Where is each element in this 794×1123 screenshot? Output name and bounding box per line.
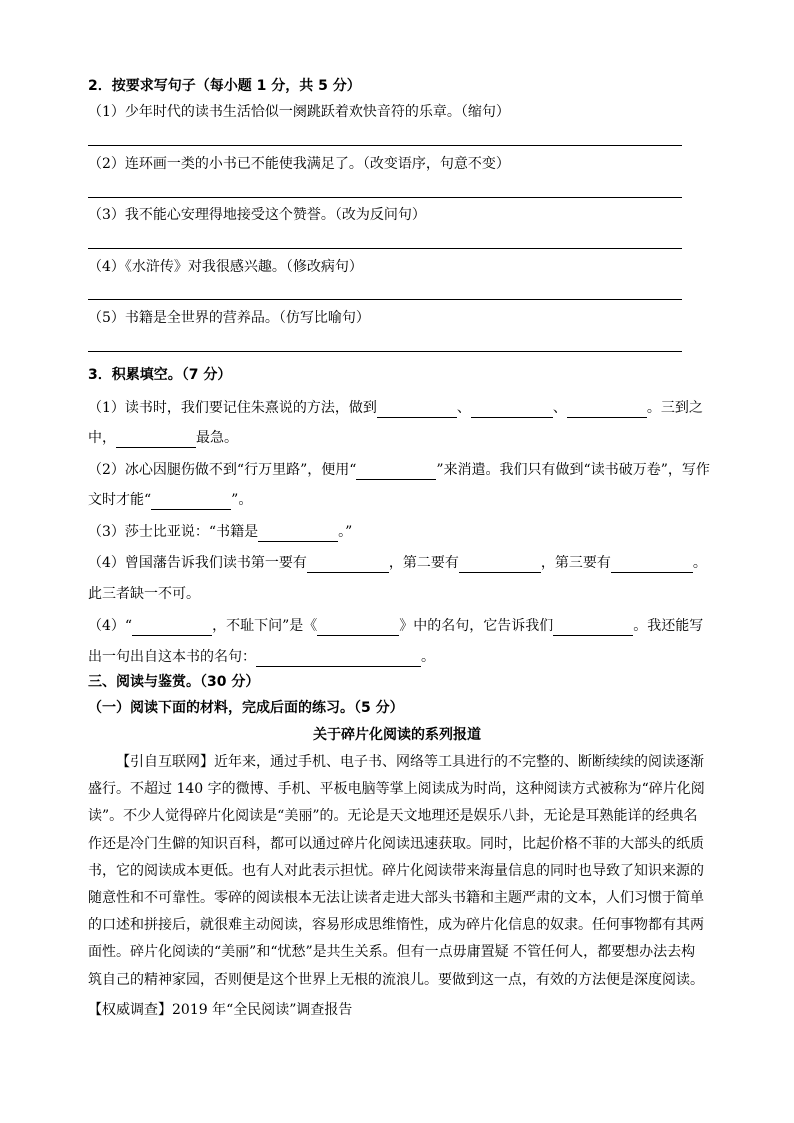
fill-q5-text-a: （4）“: [88, 618, 133, 634]
fill-q2-line2: [88, 490, 252, 510]
reading-sub-title: （一）阅读下面的材料，完成后面的练习。（5 分）: [88, 700, 404, 716]
answer-line-5[interactable]: [88, 351, 682, 352]
fill-q5-line1: [88, 616, 703, 636]
fill-q2-text-d: ”。: [231, 492, 253, 508]
fill-blank[interactable]: [553, 619, 633, 636]
section2-item-5: （5）书籍是全世界的营养品。（仿写比喻句）: [88, 310, 370, 326]
survey-line: 【权威调查】2019 年“全民阅读”调查报告: [88, 1002, 353, 1018]
fill-q4-text-a: （4）曾国藩告诉我们读书第一要有: [88, 555, 307, 571]
fill-blank[interactable]: [116, 431, 196, 448]
fill-q4-text-c: ，第三要有: [540, 555, 611, 571]
fill-q1-line2: [88, 428, 238, 448]
fill-blank[interactable]: [471, 401, 553, 418]
fill-blank[interactable]: [356, 463, 436, 480]
fill-blank[interactable]: [132, 619, 212, 636]
section2-item-1: （1）少年时代的读书生活恰似一阕跳跃着欢快音符的乐章。（缩句）: [88, 104, 510, 120]
fill-q1-text-c: 中，: [88, 430, 116, 446]
section2-title: 2．按要求写句子（每小题 1 分，共 5 分）: [88, 78, 361, 94]
section2-item-4: （4）《水浒传》对我很感兴趣。（修改病句）: [88, 259, 363, 275]
fill-q5-text-d: 。我还能写: [633, 618, 704, 634]
fill-q5-text-f: 。: [421, 649, 435, 665]
answer-line-1[interactable]: [88, 145, 682, 146]
article-title: 关于碎片化阅读的系列报道: [313, 727, 481, 743]
fill-q4-text-d: 。: [692, 555, 707, 571]
answer-line-3[interactable]: [88, 248, 682, 249]
answer-line-4[interactable]: [88, 299, 682, 300]
fill-q1-text-a: （1）读书时，我们要记住朱熹说的方法，做到: [88, 400, 377, 416]
fill-q1-line1: [88, 398, 703, 418]
fill-blank[interactable]: [459, 556, 541, 573]
fill-q2-text-c: 文时才能“: [88, 492, 152, 508]
article-paragraph: 【引自互联网】近年来，通过手机、电子书、网络等工具进行的不完整的、断断续续的阅读逐渐盛行。不超过 140 字的微博、手机、平板电脑等掌上阅读成为时尚，这种阅读方式被称为“碎片化阅读”。不少人觉得碎片化阅读是“美丽”的。无论是天文地理还是娱乐八卦，无论是耳熟能详的经典名作还是冷门生僻的知识百科，都可以通过碎片化阅读迅速获取。同时，比起价格不菲的大部头的纸质书，它的阅读成本更低。也有人对此表示担忧。碎片化阅读带来海量信息的同时也导致了知识来源的随意性和不可靠性。零碎的阅读根本无法让读者走进大部头书籍和主题严肃的文本，人们习惯于简单的口述和拼接后，就很难主动阅读，容易形成思维惰性，成为碎片化信息的奴隶。任何事物都有其两面性。碎片化阅读的“美丽”和“忧愁”是共生关系。但有一点毋庸置疑 不管任何人，都要想办法去构筑自己的精神家园，否则便是这个世界上无根的流浪儿。要做到这一点，有效的方法便是深度阅读。: [88, 754, 705, 988]
fill-q4-line2: 此三者缺一不可。: [88, 586, 200, 602]
fill-blank[interactable]: [256, 650, 421, 667]
article-body: [88, 749, 708, 994]
fill-blank[interactable]: [151, 493, 231, 510]
fill-q3-text-a: （3）莎士比亚说：“书籍是: [88, 524, 259, 540]
fill-q3-text-b: 。”: [338, 524, 353, 540]
reading-section-title: 三、阅读与鉴赏。（30 分）: [88, 674, 260, 690]
fill-blank[interactable]: [307, 556, 389, 573]
fill-q4-line1: [88, 553, 707, 573]
fill-blank[interactable]: [377, 401, 457, 418]
fill-q2-text-a: （2）冰心因腿伤做不到“行万里路”，便用“: [88, 462, 357, 478]
fill-q5-text-c: 》中的名句，它告诉我们: [399, 618, 554, 634]
section2-item-3: （3）我不能心安理得地接受这个赞誉。（改为反问句）: [88, 207, 426, 223]
answer-line-2[interactable]: [88, 197, 682, 198]
fill-q5-line2: [88, 647, 435, 667]
fill-blank[interactable]: [317, 619, 399, 636]
separator: 、: [456, 400, 471, 416]
fill-q1-text-b: 。三到之: [646, 400, 703, 416]
fill-q1-text-d: 最急。: [196, 430, 238, 446]
fill-q3-line: [88, 522, 352, 542]
fill-blank[interactable]: [258, 525, 338, 542]
separator: 、: [552, 400, 567, 416]
fill-q2-line1: [88, 460, 710, 480]
fill-q5-text-b: ，不耻下问”是《: [212, 618, 318, 634]
fill-blank[interactable]: [611, 556, 693, 573]
section2-item-2: （2）连环画一类的小书已不能使我满足了。（改变语序，句意不变）: [88, 156, 510, 172]
fill-q2-text-b: ”来消遣。我们只有做到“读书破万卷”，写作: [436, 462, 710, 478]
fill-blank[interactable]: [567, 401, 647, 418]
fill-q4-text-b: ，第二要有: [388, 555, 459, 571]
section3-title: 3．积累填空。（7 分）: [88, 367, 232, 383]
fill-q5-text-e: 出一句出自这本书的名句：: [88, 649, 256, 665]
